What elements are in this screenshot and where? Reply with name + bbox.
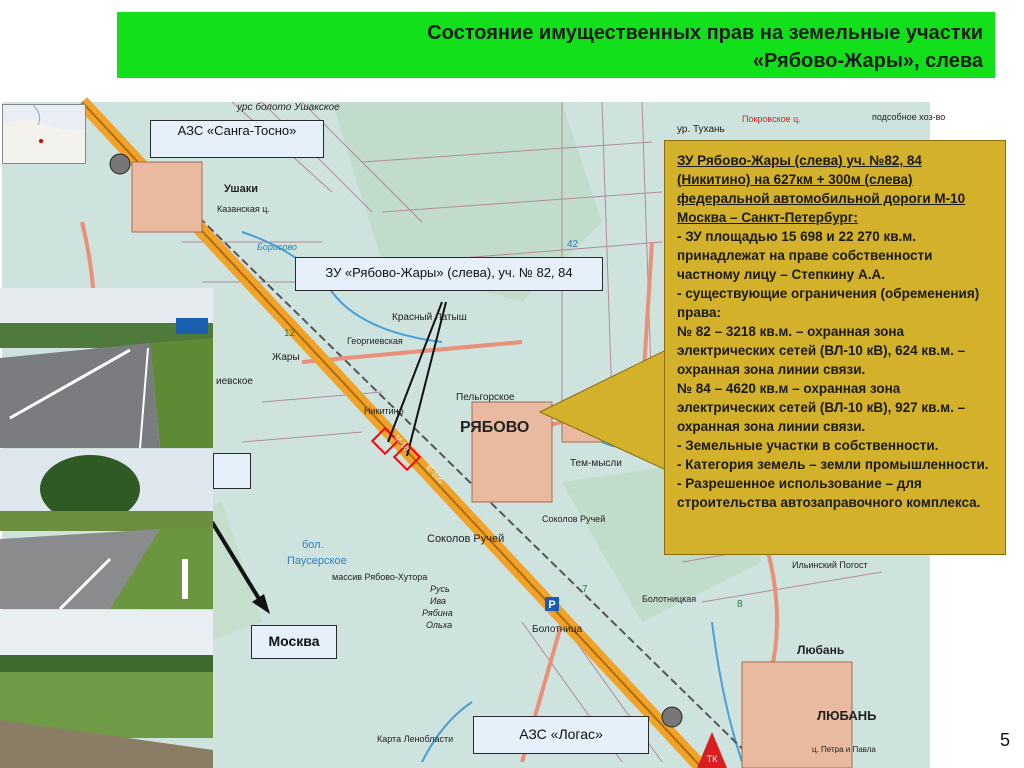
gas-station-marker-top <box>110 154 130 174</box>
label-lyuban: Любань <box>797 643 845 657</box>
label-ryabina: Рябина <box>422 608 453 618</box>
label-km12: 12 <box>284 328 296 339</box>
title-band <box>117 12 995 78</box>
label-karta: Карта Ленобласти <box>377 734 454 744</box>
label-zhary: Жары <box>272 352 300 363</box>
photo-road-junction-image <box>0 449 213 609</box>
label-km7: 7 <box>582 584 588 595</box>
azs-sanga-tosno-text: АЗС «Санга-Тосно» <box>177 123 297 138</box>
plot-callout <box>295 257 603 291</box>
label-pokrovskoe: Покровское ц. <box>742 114 801 124</box>
label-sokolov-ruchey-small: Соколов Ручей <box>542 514 606 524</box>
info-heading: ЗУ Рябово-Жары (слева) уч. №82, 84 (Никитино) на 627км + 300м (слева) федеральной автомобильной дороги М-10 Москва – Санкт-Петербург: <box>677 153 966 225</box>
inset-map-canvas <box>3 105 85 163</box>
label-road-m10: М-10 <box>392 433 412 453</box>
label-km8: 8 <box>737 599 743 610</box>
info-line: № 82 – 3218 кв.м. – охранная зона электрических сетей (ВЛ-10 кВ), 624 кв.м. – охранная зона линии связи. <box>677 324 966 377</box>
label-pelgorskoe: Пельгорское <box>456 392 515 403</box>
label-ilinsky: Ильинский Погост <box>792 560 868 570</box>
photo-field-image <box>0 610 213 768</box>
photo-field <box>0 610 213 768</box>
label-nikitino: Никитино <box>364 406 404 416</box>
label-km42: 42 <box>567 239 579 250</box>
plot-callout-text: ЗУ «Рябово-Жары» (слева), уч. № 82, 84 <box>325 265 573 280</box>
label-pauserskoe: Паусерское <box>287 555 347 567</box>
gas-station-marker-bottom <box>662 707 682 727</box>
azs-sanga-tosno-label <box>150 120 324 158</box>
label-iva: Ива <box>430 596 446 606</box>
label-kazanskaya: Казанская ц. <box>217 204 270 214</box>
label-olkha: Ольха <box>426 620 453 630</box>
info-line: - Категория земель – земли промышленности. <box>677 457 989 472</box>
label-borisovo: Борисово <box>257 242 297 252</box>
label-paus-bol: бол. <box>302 539 324 551</box>
parking-icon-letter: P <box>548 599 556 611</box>
label-bolotnitskaya: Болотницкая <box>642 594 697 604</box>
inset-location-dot <box>39 139 43 143</box>
page-number: 5 <box>1000 730 1011 750</box>
photo-highway-image <box>0 288 213 448</box>
label-petra-pavla: ц. Петра и Павла <box>812 745 876 754</box>
azs-logas-label <box>473 716 649 754</box>
info-box <box>664 140 1006 555</box>
label-evskoe: иевское <box>216 376 253 387</box>
photo-highway <box>0 288 213 448</box>
label-sokolov-ruchey: Соколов Ручей <box>427 533 505 545</box>
label-posobnoe: подсобное хоз-во <box>872 112 946 122</box>
label-ushaki: Ушаки <box>224 183 258 195</box>
photo-road-junction <box>0 449 213 609</box>
label-ryabovo: РЯБОВО <box>460 419 530 436</box>
label-rus: Русь <box>430 584 450 594</box>
moscow-label <box>251 625 337 659</box>
tk-logo-text: ТК <box>706 754 718 764</box>
info-pointer <box>540 350 666 470</box>
slide-title-line1: Состояние имущественных прав на земельные участки <box>427 22 983 44</box>
inset-land <box>3 119 85 163</box>
empty-callout-box <box>213 453 251 489</box>
info-line: - Разрешенное использование – для строительства автозаправочного комплекса. <box>677 476 981 510</box>
label-tem-mysli: Тем-мысли <box>570 458 622 469</box>
label-tukhan: ур. Тухань <box>677 124 725 135</box>
info-line: - существующие ограничения (обременения) права: <box>677 286 980 320</box>
label-krasny-latysh: Красный Латыш <box>392 312 467 323</box>
label-georgievskaya: Георгиевская <box>347 336 403 346</box>
inset-locator-map <box>2 104 86 164</box>
label-bolotnitsa: Болотница <box>532 624 583 635</box>
azs-logas-text: АЗС «Логас» <box>519 726 603 742</box>
info-line: № 84 – 4620 кв.м – охранная зона электрических сетей (ВЛ-10 кВ), 927 кв.м. – охранная зона линии связи. <box>677 381 966 434</box>
slide-title-line2: «Рябово-Жары», слева <box>752 50 983 72</box>
label-bolota: урс болото Ушакское <box>237 102 340 113</box>
info-line: - Земельные участки в собственности. <box>677 438 939 453</box>
label-massiv: массив Рябово-Хутора <box>332 572 428 582</box>
label-lyuban-caps: ЛЮБАНЬ <box>817 708 877 723</box>
info-line: - ЗУ площадью 15 698 и 22 270 кв.м. принадлежат на праве собственности частному лицу – Степкину А.А. <box>677 229 933 282</box>
moscow-label-text: Москва <box>268 633 320 649</box>
label-road-e105: Е-105 <box>424 463 446 486</box>
